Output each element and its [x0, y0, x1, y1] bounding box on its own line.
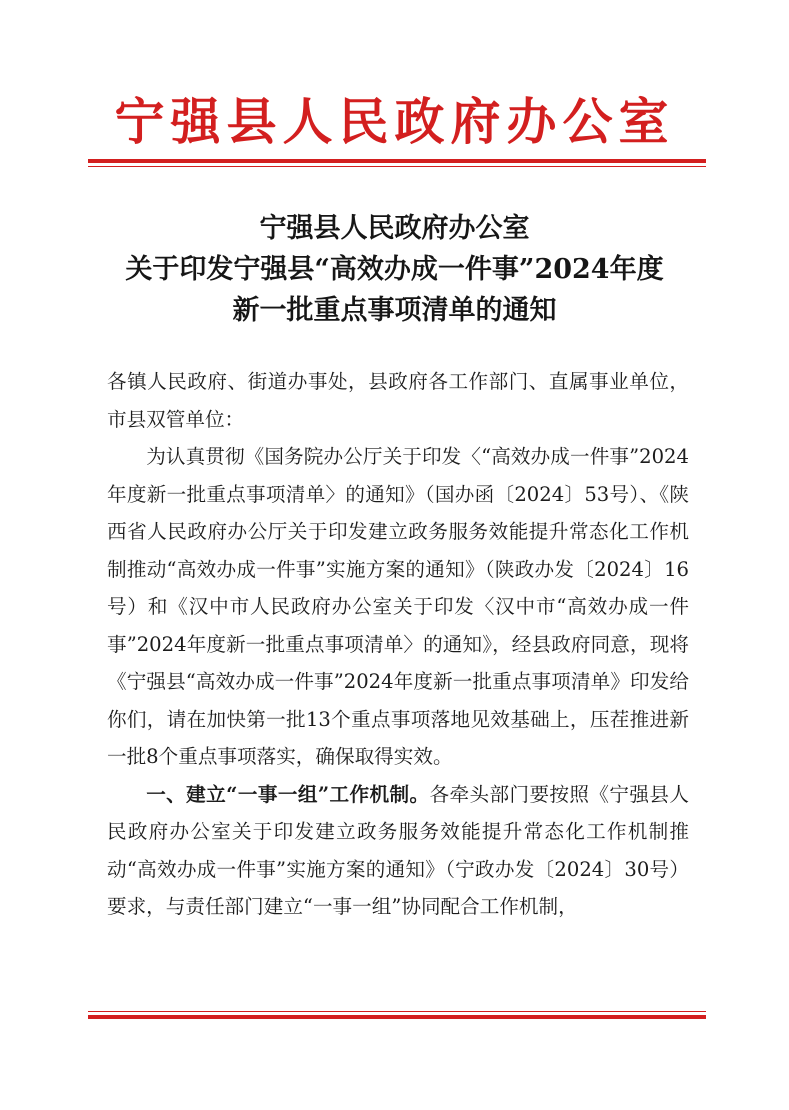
section-1 — [107, 776, 689, 926]
paragraph-intro: 为认真贯彻《国务院办公厅关于印发〈“高效办成一件事”2024年度新一批重点事项清单〉的通知》（国办函〔2024〕53号）、《陕西省人民政府办公厅关于印发建立政务服务效能提升常态化工作机制推动“高效办成一件事”实施方案的通知》（陕政办发〔2024〕16号）和《汉中市人民政府办公室关于印发〈汉中市“高效办成一件事”2024年度新一批重点事项清单〉的通知》，经县政府同意，现将《宁强县“高效办成一件事”2024年度新一批重点事项清单》印发给你们，请在加快第一批13个重点事项落地见效基础上，压茬推进新一批8个重点事项落实，确保取得实效。 — [107, 445, 689, 768]
title-line-3: 新一批重点事项清单的通知 — [232, 295, 557, 326]
document-body — [107, 363, 689, 926]
title-line-2: 关于印发宁强县“高效办成一件事”2024年度 — [125, 254, 664, 285]
footer-rule-thick — [88, 1015, 706, 1019]
masthead-title: 宁强县人民政府办公室 — [114, 92, 675, 151]
masthead-rule-thin — [88, 166, 706, 167]
recipients: 各镇人民政府、街道办事处，县政府各工作部门、直属事业单位，市县双管单位： — [107, 370, 689, 431]
masthead-rule-thick — [88, 159, 706, 163]
title-line-1: 宁强县人民政府办公室 — [259, 213, 530, 244]
section-1-text: 各牵头部门要按照《宁强县人民政府办公室关于印发建立政务服务效能提升常态化工作机制推动“高效办成一件事”实施方案的通知》（宁政办发〔2024〕30号）要求，与责任部门建立“一事一组”协同配合工作机制， — [107, 782, 689, 918]
document-title — [0, 208, 789, 331]
footer-rule-thin — [88, 1011, 706, 1012]
section-1-heading: 一、建立“一事一组”工作机制。 — [146, 782, 430, 806]
